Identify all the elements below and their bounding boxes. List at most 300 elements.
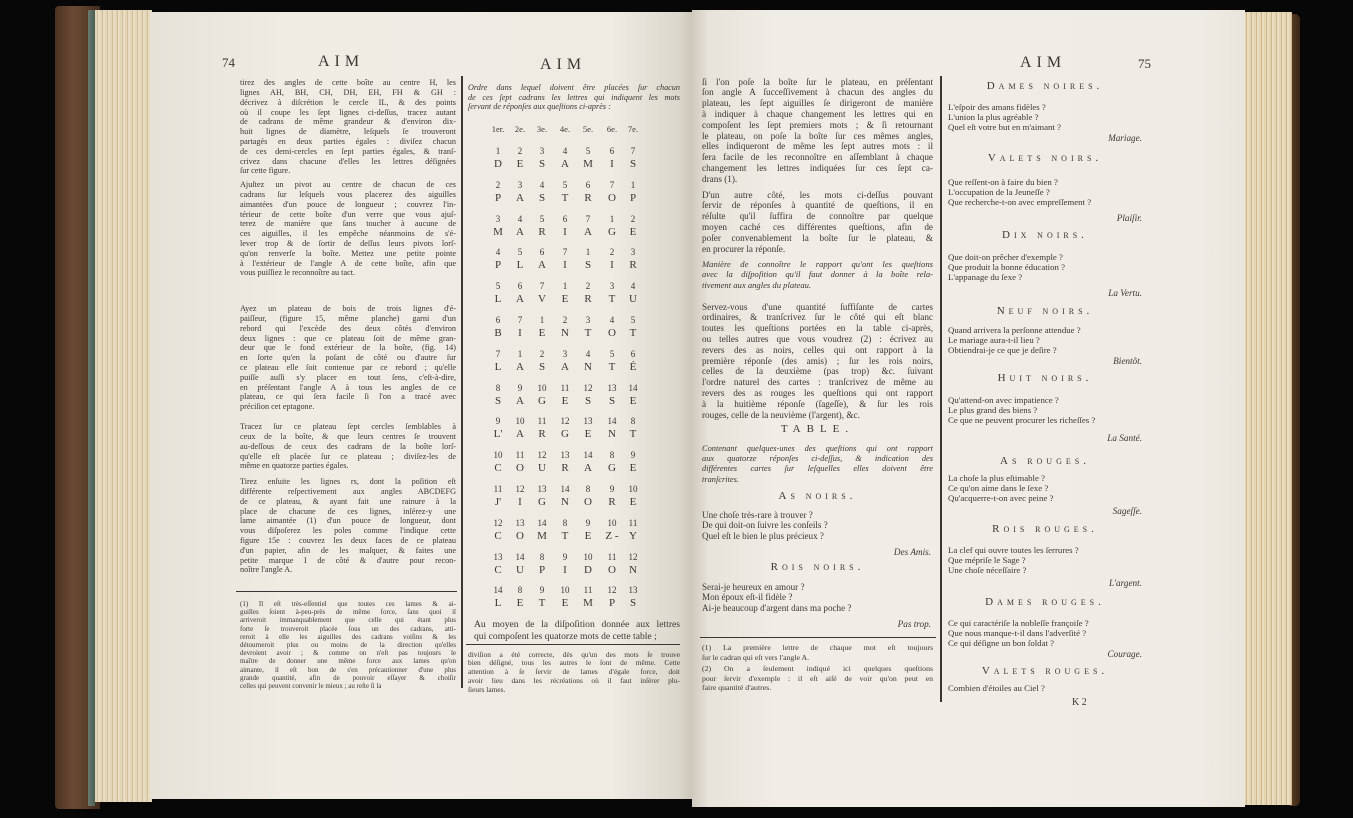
text-line: avoir lieu dans les récréations où il faut inſérer plu- (468, 676, 680, 685)
dial-letter: A (584, 225, 592, 238)
dial-letter: U (516, 563, 524, 576)
dial-letter: P (494, 259, 502, 272)
text-line: toutes les queſtions portées en la table ci-après, (702, 323, 933, 334)
text-line: qu'on renverſe la boîte. Mettez une petite pointe (240, 248, 456, 258)
footnote-rule (466, 644, 680, 645)
dial-number: 5 (562, 179, 568, 190)
section-title: Rois noirs. (770, 561, 865, 573)
dial-letter: E (629, 225, 637, 238)
dial-number: 13 (537, 484, 547, 494)
text-line: lame aimantée (1) d'un pouce de longueur, dont (240, 516, 456, 526)
dial-letter: U (538, 462, 546, 475)
dial-letter: S (608, 394, 616, 407)
text-line: attention à ſe ſervir de lames d'égale force, doit (468, 667, 680, 677)
text-line: tranſcrites. (702, 474, 739, 484)
text-line: Que mépriſe le Sage ? (948, 555, 1026, 566)
text-line: noître l'angle A. (240, 565, 293, 575)
text-line: forte ſe trouveroit placée ſous un des cadrans, atti- (240, 624, 456, 633)
text-line: avec la diſpoſition qu'il faut donner à la boîte rela- (702, 269, 933, 280)
answer: La Vertu. (1108, 288, 1142, 298)
dial-number: 1 (539, 315, 545, 325)
running-header: AIM (540, 56, 587, 73)
dial-number: 6 (630, 348, 636, 359)
dial-number: 1 (609, 213, 615, 224)
dial-letter: O (608, 327, 616, 339)
dial-number: 14 (628, 382, 638, 393)
dial-number: 11 (628, 517, 638, 528)
column-divider (940, 76, 942, 702)
dial-number: 8 (495, 382, 501, 393)
dial-number: 11 (537, 416, 547, 427)
text-line: plateau, les ſept aiguilles ſe dirigeront de manière (702, 98, 933, 109)
dial-letter: I (563, 259, 567, 272)
dial-number: 5 (495, 281, 501, 292)
text-line: celles de la deuxième (pas trop) &c. ſuivant (702, 366, 933, 377)
page-number: 74 (222, 55, 235, 70)
dial-letter: A (516, 191, 524, 204)
dial-letter: S (584, 394, 592, 407)
dial-letter: E (629, 496, 637, 508)
text-line: celles qui peuvent convenir le mieux ; au reſte ſi la (240, 681, 382, 690)
text-line: préciſion cet eptagone. (240, 402, 315, 412)
text-line: De qui doit-on ſuivre les conſeils ? (702, 520, 828, 531)
text-line: Ai-je beaucoup d'argent dans ma poche ? (702, 602, 852, 613)
dial-letter: E (561, 597, 569, 610)
text-line: Servez-vous d'une quantité ſuffiſante de cartes (702, 301, 933, 312)
dial-letter: M (493, 225, 503, 238)
dial-letter: S (494, 394, 502, 407)
dial-letter: R (629, 259, 637, 272)
text-line: moyen caché ces différentes queſtions, afin de (702, 222, 933, 232)
text-line: crivez dans chacune d'elles les lettres déſignées (240, 156, 456, 166)
section-title: Dix noirs. (1002, 229, 1088, 241)
dial-number: 9 (517, 382, 523, 393)
section-title: Valets rouges. (981, 665, 1109, 677)
running-header: AIM (318, 53, 365, 70)
dial-number: 12 (628, 551, 638, 562)
dial-number: 7 (539, 281, 545, 292)
dial-letter: O (608, 191, 616, 204)
dial-letter: G (608, 462, 616, 475)
text-line: vous diſpoſerez les poles comme l'indique cette (240, 526, 456, 536)
footnote-rule (700, 637, 936, 638)
text-line: drans (1). (702, 173, 738, 184)
text-line: Manière de connoître le rapport qu'ont les queſtions (702, 258, 933, 269)
dial-number: 11 (607, 551, 617, 562)
text-line: où il coupe les ſept lignes ci-deſſus, tracez autant (240, 107, 456, 117)
dial-letter: T (629, 428, 637, 441)
dial-letter: S (584, 259, 592, 272)
dial-number: 4 (562, 146, 568, 156)
dial-number: 11 (515, 450, 525, 461)
dial-number: 3 (585, 315, 591, 325)
binding-band (88, 10, 95, 806)
dial-letter: A (516, 225, 524, 238)
signature-mark: K 2 (1072, 697, 1087, 708)
text-line: devroient avoir ; & comme on n'eſt pas toujours le (240, 649, 456, 658)
dial-number: 14 (583, 450, 593, 461)
text-line: qu'elle eſt placée ſur ce plateau ; diviſez-les de (240, 451, 456, 461)
page-number: 75 (1138, 56, 1151, 71)
text-line: changement les lettres indiquées ſur ces ſept ca- (702, 163, 933, 173)
dial-letter: A (516, 428, 524, 441)
dial-letter: A (538, 259, 546, 272)
ordinal-label: 6e. (606, 124, 618, 134)
dial-number: 6 (517, 281, 523, 292)
text-line: térieur de cette boîte d'un verre que vous ajuſ- (240, 209, 456, 219)
text-line: Ce qui caractériſe la nobleſſe françoiſe ? (948, 617, 1089, 628)
text-line: Contenant quelques-unes des queſtions qui ont rapport (702, 443, 933, 453)
text-line: ſur cette figure. (240, 166, 291, 176)
dial-number: 7 (585, 213, 591, 224)
text-line: ſervant de réponſes aux queſtions ci-après : (468, 102, 611, 112)
dial-letter: G (538, 394, 546, 407)
text-line: aimante, il eſt bon de s'en précautionner d'une plus (240, 665, 456, 674)
dial-letter: N (561, 496, 569, 508)
dial-number: 8 (562, 517, 568, 528)
answer: La Santé. (1107, 433, 1142, 443)
text-line: L'union la plus agréable ? (948, 112, 1039, 123)
text-line: Que doit-on prêcher d'exemple ? (948, 251, 1063, 262)
dial-letter: T (629, 327, 637, 339)
text-line: à indiquer à chaque changement les lettres qui en (702, 109, 933, 119)
dial-letter: N (608, 428, 616, 441)
text-line: ſi l'on poſe la boîte ſur le plateau, en préſentant (702, 76, 933, 87)
dial-letter: E (629, 394, 637, 407)
dial-number: 12 (515, 484, 525, 494)
text-line: reroit à elle les aiguilles des cadrans voiſins & les (240, 632, 456, 641)
dial-number: 12 (537, 450, 547, 461)
dial-letter: S (538, 158, 546, 170)
section-title: As noirs. (778, 490, 857, 502)
dial-letter: I (610, 158, 614, 170)
dial-letter: T (584, 327, 592, 339)
section-title: Neuf noirs. (996, 305, 1094, 317)
text-line: Une choſe néceſſaire ? (948, 565, 1027, 576)
dial-letter: R (538, 428, 546, 441)
text-line: La choſe la plus eſtimable ? (948, 472, 1045, 483)
dial-number: 10 (537, 382, 547, 393)
text-line: arriveroit immanquablement que celle qui étant plus (240, 616, 456, 625)
dial-letter: P (608, 597, 616, 610)
dial-letter: G (538, 496, 546, 508)
dial-number: 2 (495, 179, 501, 190)
text-line: même en quatorze parties égales. (240, 461, 349, 471)
text-line: figure 15e : couvrez les deux faces de ce plateau (240, 535, 456, 545)
text-line: au-deſſous de ceux des cadrans de la boîte lorſ- (240, 441, 456, 451)
dial-number: 3 (630, 247, 636, 258)
dial-number: 10 (607, 517, 617, 528)
dial-letter: R (561, 462, 569, 475)
dial-letter: Y (629, 529, 637, 542)
dial-letter: R (538, 225, 546, 238)
text-line: puiſſe auſſi s'y placer en tout ſens, c'eſt-à-dire, (240, 372, 456, 382)
dial-letter: A (561, 360, 569, 373)
dial-number: 8 (539, 551, 545, 562)
text-line: La clef qui ouvre toutes les ſerrures ? (948, 544, 1079, 555)
text-line: tivement aux angles du plateau. (702, 279, 812, 290)
answer: Mariage. (1108, 133, 1142, 143)
text-line: ſieurs lames. (468, 684, 506, 694)
text-line: ou telles autres que vous voudrez (2) : écrivez au (702, 334, 933, 344)
text-line: de ces ſept cadrans les lettres qui indiquent les mots (468, 92, 680, 102)
text-line: Une choſe très-rare à trouver ? (702, 509, 813, 520)
text-line: L'appanage du ſexe ? (948, 272, 1023, 283)
section-title: Dames noires. (986, 80, 1104, 92)
dial-number: 9 (495, 416, 501, 427)
dial-number: 14 (560, 484, 570, 494)
dial-number: 13 (583, 416, 593, 427)
dial-letter: I (518, 327, 522, 339)
dial-letter: O (516, 529, 524, 542)
dial-number: 3 (517, 179, 523, 190)
dial-letter: C (494, 563, 502, 576)
dial-letter: P (538, 563, 546, 576)
dial-number: 7 (495, 348, 501, 359)
dial-number: 6 (495, 315, 501, 325)
dial-letter: L (516, 259, 524, 272)
answer: Bientôt. (1113, 356, 1142, 366)
dial-number: 4 (609, 315, 615, 325)
dial-number: 14 (515, 551, 525, 562)
dial-number: 10 (583, 551, 593, 562)
dial-number: 5 (517, 247, 523, 258)
text-line: revers des as rouges les queſtions qui ont rapport (702, 388, 933, 398)
page-edges-right (1244, 12, 1292, 805)
dial-letter: T (538, 597, 546, 610)
answer: Pas trop. (897, 619, 931, 629)
text-line: diviſion a été correcte, dès qu'un des mots ſe trouve (468, 649, 680, 659)
dial-letter: S (629, 597, 637, 610)
dial-letter: L (494, 597, 502, 610)
text-line: détourneroit plus ou moins de la direction qu'elles (240, 640, 456, 649)
dial-number: 10 (493, 450, 503, 461)
dial-letter: B (494, 327, 502, 339)
dial-number: 4 (585, 348, 591, 359)
dial-number: 3 (495, 213, 501, 224)
text-line: Tirez enſuite les lignes rs, dont la poſition eſt (240, 477, 456, 487)
dial-letter: U (629, 293, 637, 306)
dial-letter: R (584, 191, 592, 204)
text-line: différente reſpectivement aux angles ABCDEFG (240, 486, 456, 496)
text-line: Combien d'étoiles au Ciel ? (948, 682, 1045, 693)
dial-number: 10 (560, 585, 570, 596)
dial-letter: E (516, 158, 524, 170)
text-line: Le mariage aura-t-il lieu ? (948, 335, 1040, 346)
dial-number: 1 (517, 348, 523, 359)
text-line: D'un autre côté, les mots ci-deſſus pouvant (702, 189, 933, 200)
text-line: à l'extérieur de l'angle A de cette boîte, afin que (240, 258, 456, 268)
text-line: réſulte qu'il ſuffira de connoître par quelque (702, 211, 933, 222)
text-line: décrivez à diſcrétion le cercle IL, & des points (240, 97, 456, 107)
dial-number: 13 (560, 450, 570, 461)
text-line: plateau, ce qui ſera facile ſi l'on a tracé avec (240, 392, 456, 402)
dial-number: 1 (585, 247, 591, 258)
text-line: première réponſe (des amis) ; ſur les rois noirs, (702, 355, 933, 366)
dial-number: 6 (539, 247, 545, 258)
text-line: huit lignes de diamètre, leſquels ſe trouveront (240, 127, 456, 137)
table-title: TABLE. (780, 423, 855, 435)
answer: L'argent. (1108, 578, 1142, 588)
dial-number: 2 (539, 348, 545, 359)
text-line: petite marque I de côté & d'autre pour recon- (240, 555, 456, 565)
text-line: Ordre dans lequel doivent être placées ſur chacun (468, 83, 680, 93)
dial-number: 4 (630, 281, 636, 292)
dial-letter: S (538, 191, 546, 204)
dial-letter: L' (493, 428, 503, 441)
dial-letter: E (538, 327, 546, 339)
dial-number: 2 (609, 247, 615, 258)
text-line: Que recherche-t-on avec empreſſement ? (948, 197, 1092, 208)
text-line: deur que le fond extérieur de la boîte, (fig. 14) (240, 343, 456, 353)
text-line: bien déſigné, tous les autres le ſont de même. Cette (468, 658, 680, 668)
section-title: Dames rouges. (985, 596, 1105, 608)
dial-letter: E (629, 462, 637, 475)
dial-letter: N (629, 563, 637, 576)
dial-letter: I (610, 259, 614, 272)
text-line: Ce qui déſigne un bon ſoldat ? (948, 638, 1055, 649)
text-line: Mon époux eſt-il fidèle ? (702, 592, 793, 603)
text-line: partagés en deux parties égales : diviſez chacun (240, 136, 456, 146)
running-header: AIM (1020, 54, 1067, 71)
dial-letter: I (563, 225, 567, 238)
dial-letter: S (629, 158, 637, 170)
dial-letter: L (494, 360, 502, 373)
dial-letter: P (629, 191, 637, 204)
text-line: deux lignes : que ce plateau ſoit de même gran- (240, 333, 456, 343)
dial-number: 7 (517, 315, 523, 325)
text-line: de ce plateau, & ayant fait une rainure à la (240, 496, 456, 506)
dial-number: 10 (628, 484, 638, 494)
text-line: compoſent les ſept premiers mots ; & ſi retournant (702, 119, 933, 130)
dial-number: 1 (495, 146, 501, 156)
dial-number: 11 (493, 484, 503, 494)
text-line: le plateau, on poſe la boîte ſur ces mêmes angles, (702, 130, 933, 141)
text-line: Au moyen de la diſpoſition donnée aux lettres (474, 619, 680, 631)
text-line: ces aiguilles, il les empêche néanmoins de s'é- (240, 229, 456, 239)
dial-number: 1 (562, 281, 568, 292)
dial-number: 2 (562, 315, 568, 325)
text-line: elles indiqueront de même les ſept autres mots : il (702, 141, 933, 152)
dial-letter: O (584, 496, 592, 508)
text-line: ce plateau elle ſoit contenue par ce rebord ; qu'elle (240, 362, 456, 372)
dial-letter: M (583, 158, 593, 170)
dial-letter: A (516, 394, 524, 407)
text-line: grande quantité, afin de pouvoir eſſayer & choiſir (240, 673, 456, 682)
dial-letter: G (608, 225, 616, 238)
text-line: tirez des angles de cette boîte au centre H, les (240, 78, 456, 88)
dial-number: 6 (585, 179, 591, 190)
dial-number: 3 (539, 146, 545, 156)
text-line: de cadrans de même grandeur & d'environ dix- (240, 117, 456, 127)
section-title: As rouges. (1000, 455, 1090, 467)
text-line: ſera facile de les reconnoître en aſſemblant à chaque (702, 152, 933, 163)
dial-letter: E (516, 597, 524, 610)
text-line: L'eſpoir des amans fidèles ? (948, 101, 1046, 112)
dial-letter: E (584, 428, 592, 441)
text-line: ſon angle A ſucceſſivement à chacun des angles du (702, 87, 933, 98)
dial-letter: E (584, 529, 592, 542)
dial-number: 11 (560, 382, 570, 393)
text-line: ſur le cadran qui eſt vers l'angle A. (702, 652, 810, 662)
dial-number: 4 (495, 247, 501, 258)
dial-letter: T (608, 293, 616, 306)
dial-number: 9 (585, 517, 591, 528)
text-line: lignes AH, BH, CH, DH, EH, FH & GH : (240, 87, 456, 97)
ordinal-label: 2e. (514, 124, 526, 134)
dial-number: 14 (607, 416, 617, 427)
text-line: en préſentant l'angle A à tous les angles de ce (240, 382, 456, 392)
text-line: Que reſſent-on à faire du bien ? (948, 176, 1058, 187)
dial-letter: T (561, 529, 569, 542)
dial-number: 8 (630, 416, 636, 427)
dial-letter: R (608, 496, 616, 508)
dial-number: 12 (607, 585, 617, 596)
page-edges-left (95, 10, 152, 802)
dial-letter: N (584, 360, 592, 373)
dial-number: 6 (609, 146, 615, 156)
dial-number: 5 (539, 213, 545, 224)
dial-number: 3 (562, 348, 568, 359)
dial-number: 2 (517, 146, 523, 156)
dial-letter: A (584, 462, 592, 475)
dial-letter: A (561, 158, 569, 170)
dial-letter: G (561, 428, 569, 441)
text-line: Obtiendrai-je ce que je deſire ? (948, 345, 1057, 356)
dial-letter: N (561, 327, 569, 339)
dial-number: 8 (517, 585, 523, 596)
dial-number: 9 (539, 585, 545, 596)
dial-letter: S (538, 360, 546, 373)
text-line: à la huitième réponſe (ſageſſe), & ſur les rois (702, 398, 933, 409)
dial-letter: O (516, 462, 524, 475)
dial-number: 3 (609, 281, 615, 292)
dial-number: 11 (583, 585, 593, 596)
dial-number: 2 (630, 213, 636, 224)
dial-letter: M (583, 597, 593, 610)
text-line: place de chacune de ces lignes, inſérez-y une (240, 506, 456, 516)
dial-number: 13 (607, 382, 617, 393)
text-line: vous puiſſiez le reconnoître au tact. (240, 268, 356, 278)
text-line: Serai-je heureux en amour ? (702, 581, 805, 592)
text-line: Ce qu'on aime dans le ſexe ? (948, 483, 1049, 494)
dial-number: 10 (515, 416, 525, 427)
column-divider (461, 76, 463, 688)
text-line: rebord qui l'excède des deux côtés d'environ (240, 323, 456, 333)
dial-number: 9 (609, 484, 615, 494)
text-line: Le plus grand des biens ? (948, 405, 1038, 416)
text-line: maître de donner une même force aux lames qu'on (240, 657, 456, 666)
dial-letter: I (563, 563, 567, 576)
text-line: faire quantité d'autres. (702, 682, 772, 692)
text-line: Tracez ſur ce plateau ſept cercles ſemblables à (240, 422, 456, 432)
dial-number: 4 (539, 179, 545, 190)
text-line: Ajuſtez un pivot au centre de chacun de ces (240, 180, 456, 190)
text-line: ceux de la boîte, & que leurs centres ſe trouvent (240, 431, 456, 441)
dial-letter: I (518, 496, 522, 508)
text-line: cadrans ſur leſquels vous placerez des aiguilles (240, 189, 456, 199)
dial-letter: T (561, 191, 569, 204)
dial-letter: A (516, 360, 524, 373)
text-line: Ce que ne peuvent procurer les richeſſes ? (948, 415, 1096, 426)
dial-number: 2 (585, 281, 591, 292)
text-line: guilles ſoient à-peu-près de même force, ſans quoi il (240, 608, 456, 617)
dial-number: 14 (493, 585, 503, 596)
dial-number: 13 (493, 551, 503, 562)
text-line: paiſſeur, (figure 15, même planche) garni d'un (240, 313, 456, 323)
text-line: terez de manière que ſans toucher à aucune de (240, 219, 456, 229)
dial-letter: V (538, 293, 546, 306)
